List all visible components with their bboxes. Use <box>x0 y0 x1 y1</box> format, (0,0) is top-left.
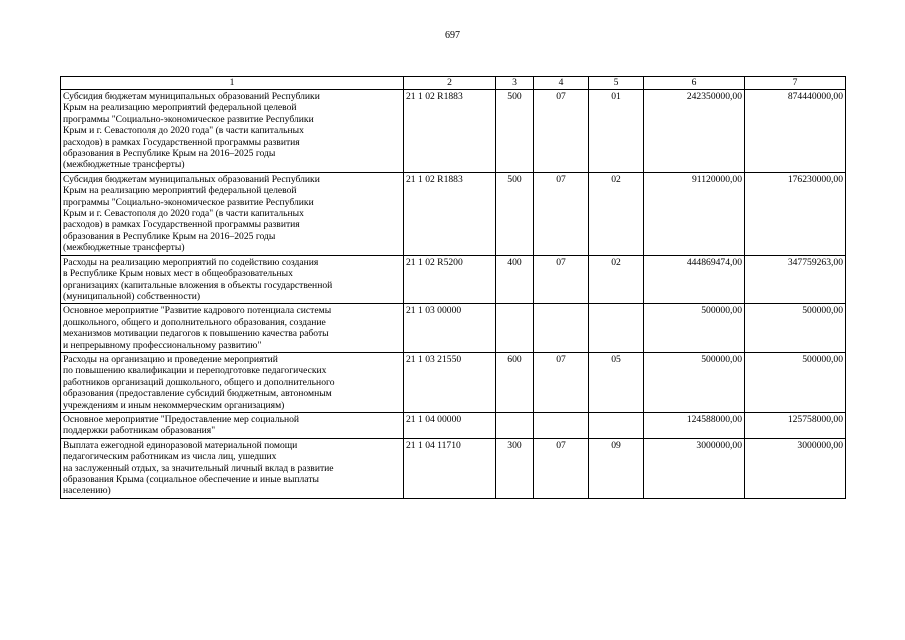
section: 07 <box>534 172 589 255</box>
amount-col-6: 124588000,00 <box>644 412 745 438</box>
amount-col-7: 125758000,00 <box>745 412 846 438</box>
expense-type <box>496 412 534 438</box>
table-row <box>61 90 846 173</box>
section: 07 <box>534 90 589 173</box>
expense-type: 500 <box>496 172 534 255</box>
subsection: 02 <box>589 255 644 304</box>
section: 07 <box>534 438 589 498</box>
subsection: 01 <box>589 90 644 173</box>
column-header: 1 <box>61 77 404 90</box>
table-row <box>61 304 846 353</box>
row-description: Субсидия бюджетам муниципальных образований Республики Крым на реализацию мероприятий федеральной целевой программы "Социально-экономическое развитие Республики Крым и г. Севастополя до 2020 года" (в части капитальных расходов) в рамках Государственной программы развития образования в Республике Крым на 2016–2025 годы (межбюджетные трансферты) <box>61 90 404 173</box>
expense-type: 400 <box>496 255 534 304</box>
section: 07 <box>534 352 589 412</box>
amount-col-7: 500000,00 <box>745 304 846 353</box>
budget-table <box>60 76 846 499</box>
section <box>534 412 589 438</box>
amount-col-6: 500000,00 <box>644 304 745 353</box>
target-code: 21 1 03 00000 <box>404 304 496 353</box>
column-header: 6 <box>644 77 745 90</box>
table-row <box>61 412 846 438</box>
amount-col-7: 874440000,00 <box>745 90 846 173</box>
amount-col-7: 3000000,00 <box>745 438 846 498</box>
target-code: 21 1 02 R1883 <box>404 90 496 173</box>
amount-col-7: 176230000,00 <box>745 172 846 255</box>
row-description: Основное мероприятие "Развитие кадрового потенциала системы дошкольного, общего и дополнительного образования, создание механизмов мотивации педагогов к повышению качества работы и непрерывному профессиональному развитию" <box>61 304 404 353</box>
amount-col-7: 500000,00 <box>745 352 846 412</box>
subsection: 05 <box>589 352 644 412</box>
table-row <box>61 255 846 304</box>
amount-col-6: 444869474,00 <box>644 255 745 304</box>
amount-col-6: 500000,00 <box>644 352 745 412</box>
section <box>534 304 589 353</box>
amount-col-6: 3000000,00 <box>644 438 745 498</box>
subsection <box>589 412 644 438</box>
column-header: 5 <box>589 77 644 90</box>
column-header: 2 <box>404 77 496 90</box>
amount-col-7: 347759263,00 <box>745 255 846 304</box>
column-header: 3 <box>496 77 534 90</box>
expense-type: 300 <box>496 438 534 498</box>
target-code: 21 1 03 21550 <box>404 352 496 412</box>
amount-col-6: 242350000,00 <box>644 90 745 173</box>
column-header: 7 <box>745 77 846 90</box>
target-code: 21 1 04 00000 <box>404 412 496 438</box>
subsection <box>589 304 644 353</box>
expense-type: 600 <box>496 352 534 412</box>
subsection: 02 <box>589 172 644 255</box>
row-description: Основное мероприятие "Предоставление мер социальной поддержки работникам образования" <box>61 412 404 438</box>
page-number: 697 <box>445 30 460 41</box>
table-row <box>61 172 846 255</box>
amount-col-6: 91120000,00 <box>644 172 745 255</box>
row-description: Субсидия бюджетам муниципальных образований Республики Крым на реализацию мероприятий федеральной целевой программы "Социально-экономическое развитие Республики Крым и г. Севастополя до 2020 года" (в части капитальных расходов) в рамках Государственной программы развития образования в Республике Крым на 2016–2025 годы (межбюджетные трансферты) <box>61 172 404 255</box>
table-row <box>61 352 846 412</box>
section: 07 <box>534 255 589 304</box>
expense-type: 500 <box>496 90 534 173</box>
target-code: 21 1 04 11710 <box>404 438 496 498</box>
row-description: Расходы на организацию и проведение мероприятий по повышению квалификации и переподготовке педагогических работников организаций дошкольного, общего и дополнительного образования (предоставление субсидий бюджетным, автономным учреждениям и иным некоммерческим организациям) <box>61 352 404 412</box>
header-row <box>61 77 846 90</box>
target-code: 21 1 02 R1883 <box>404 172 496 255</box>
subsection: 09 <box>589 438 644 498</box>
expense-type <box>496 304 534 353</box>
target-code: 21 1 02 R5200 <box>404 255 496 304</box>
table-row <box>61 438 846 498</box>
row-description: Расходы на реализацию мероприятий по содействию создания в Республике Крым новых мест в общеобразовательных организациях (капитальные вложения в объекты государственной (муниципальной) собственности) <box>61 255 404 304</box>
column-header: 4 <box>534 77 589 90</box>
row-description: Выплата ежегодной единоразовой материальной помощи педагогическим работникам из числа лиц, ушедших на заслуженный отдых, за значительный личный вклад в развитие образования Крыма (социальное обеспечение и иные выплаты населению) <box>61 438 404 498</box>
